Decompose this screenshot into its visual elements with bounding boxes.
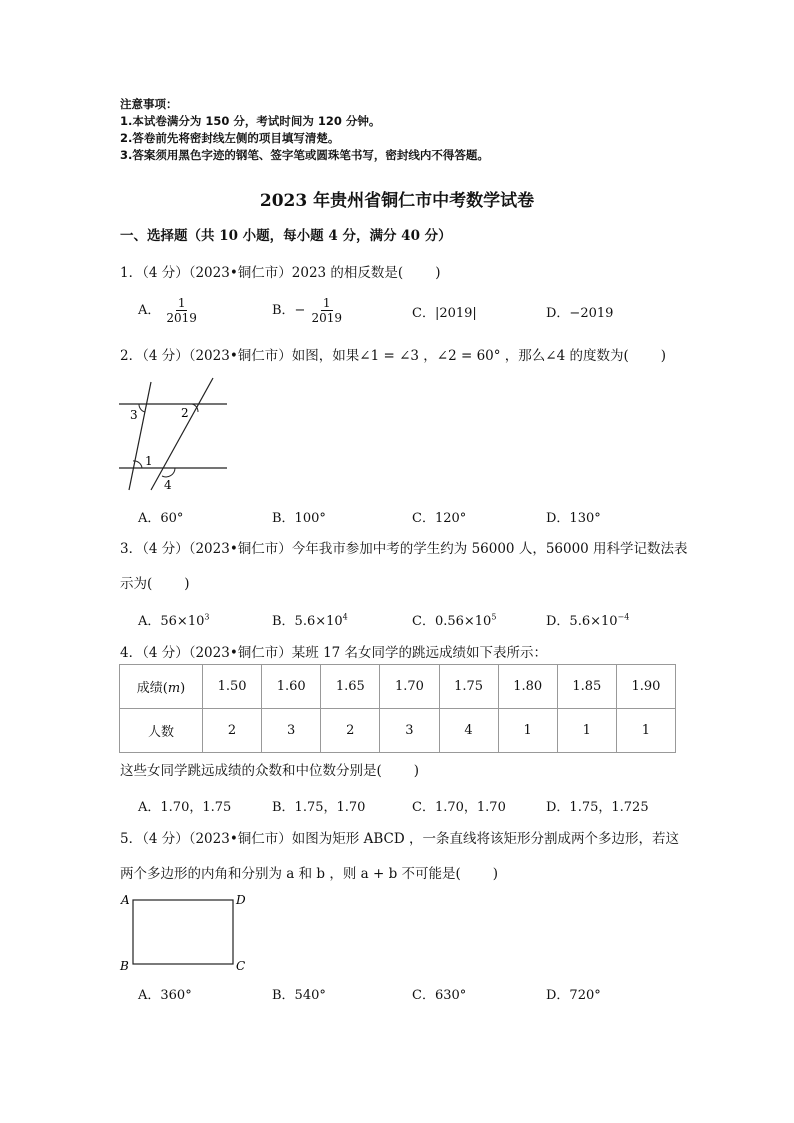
- option-c: C．120°: [412, 511, 467, 526]
- option-a: A．60°: [138, 511, 184, 526]
- table-cell: 2: [321, 709, 380, 753]
- table-cell: 1.50: [203, 665, 262, 709]
- question-3-line2: 示为( ): [120, 576, 190, 592]
- option-b: B．540°: [272, 988, 326, 1003]
- table-cell: 1.70: [380, 665, 439, 709]
- question-3: [120, 537, 688, 557]
- table-header-cell: 成绩(m): [120, 665, 203, 709]
- table-cell: 3: [380, 709, 439, 753]
- option-c: C．630°: [412, 988, 467, 1003]
- question-text: 2．（4 分）（2023•铜仁市）如图，如果∠1 = ∠3 ，∠2 = 60° ，那么∠4 的度数为(: [120, 348, 629, 364]
- table-cell: 1: [616, 709, 675, 753]
- option-d: D．−2019: [546, 306, 614, 321]
- option-b: B．1.75，1.70: [272, 800, 366, 815]
- option-b: B．− $\frac{1}{2019}$: [272, 296, 342, 325]
- table-row: [120, 665, 676, 709]
- question-text: 3．（4 分）（2023•铜仁市）今年我市参加中考的学生约为 56000 人，56000 用科学记数法表: [120, 541, 688, 557]
- question-text: 1．（4 分）（2023•铜仁市）2023 的相反数是(: [120, 265, 404, 281]
- option-c: C．$0.56\times 10^5$: [412, 612, 497, 629]
- parallel-lines-figure: [115, 375, 235, 497]
- table-row: [120, 709, 676, 753]
- fraction: $\frac{1}{2019}$: [311, 296, 342, 325]
- angle-label: 3: [130, 408, 138, 422]
- table-cell: 1.80: [498, 665, 557, 709]
- table-cell: 4: [439, 709, 498, 753]
- table-cell: 1.60: [262, 665, 321, 709]
- rectangle-figure: [115, 888, 255, 974]
- question-text: 5．（4 分）（2023•铜仁市）如图为矩形 ABCD ，一条直线将该矩形分割成两个多边形，若这: [120, 831, 679, 847]
- vertex-label: B: [120, 959, 129, 973]
- option-b: B．$5.6\times 10^4$: [272, 612, 348, 629]
- question-5-line2: 两个多边形的内角和分别为 a 和 b ，则 a + b 不可能是( ): [120, 866, 499, 882]
- question-text: 4．（4 分）（2023•铜仁市）某班 17 名女同学的跳远成绩如下表所示：: [120, 645, 548, 661]
- table-header-cell: 人数: [120, 709, 203, 753]
- option-a: A．$56\times 10^3$: [138, 612, 210, 629]
- question-4: [120, 641, 547, 661]
- option-a: A． $\frac{1}{2019}$: [138, 296, 197, 325]
- option-a: A．1.70，1.75: [138, 800, 232, 815]
- table-cell: 1.75: [439, 665, 498, 709]
- table-cell: 1.65: [321, 665, 380, 709]
- fraction: $\frac{1}{2019}$: [166, 296, 197, 325]
- option-d: D．720°: [546, 988, 601, 1003]
- table-cell: 2: [203, 709, 262, 753]
- vertex-label: D: [236, 893, 246, 907]
- option-d: D．130°: [546, 511, 601, 526]
- table-cell: 1.85: [557, 665, 616, 709]
- vertex-label: A: [121, 893, 130, 907]
- angle-label: 2: [181, 406, 189, 420]
- question-5: [120, 827, 679, 847]
- angle-label: 4: [164, 478, 172, 492]
- notice-heading: 注意事项：: [120, 97, 178, 111]
- question-2: 2．（4 分）（2023•铜仁市）如图，如果∠1 = ∠3 ，∠2 = 60° ，那么∠4 的度数为( ): [120, 348, 667, 364]
- question-4-prompt: 这些女同学跳远成绩的众数和中位数分别是( ): [120, 763, 420, 779]
- table-cell: 1.90: [616, 665, 675, 709]
- option-c: C．|2019|: [412, 306, 477, 321]
- notice-item: 1.本试卷满分为 150 分，考试时间为 120 分钟。: [120, 114, 381, 128]
- section-heading: 一、选择题（共 10 小题，每小题 4 分，满分 40 分）: [120, 228, 452, 244]
- notice-item: 2.答卷前先将密封线左侧的项目填写清楚。: [120, 131, 340, 145]
- option-a: A．360°: [138, 988, 192, 1003]
- table-cell: 3: [262, 709, 321, 753]
- angle-label: 1: [145, 454, 153, 468]
- option-c: C．1.70，1.70: [412, 800, 506, 815]
- scores-table: [119, 664, 676, 753]
- option-d: D．$5.6\times 10^{-4}$: [546, 612, 630, 629]
- table-cell: 1: [557, 709, 616, 753]
- option-b: B．100°: [272, 511, 326, 526]
- option-d: D．1.75，1.725: [546, 800, 649, 815]
- vertex-label: C: [236, 959, 246, 973]
- notice-item: 3.答案须用黑色字迹的钢笔、签字笔或圆珠笔书写，密封线内不得答题。: [120, 148, 489, 162]
- question-1: 1．（4 分）（2023•铜仁市）2023 的相反数是( ): [120, 265, 441, 281]
- exam-title: 2023 年贵州省铜仁市中考数学试卷: [259, 191, 535, 211]
- table-cell: 1: [498, 709, 557, 753]
- exam-notice: [120, 96, 489, 164]
